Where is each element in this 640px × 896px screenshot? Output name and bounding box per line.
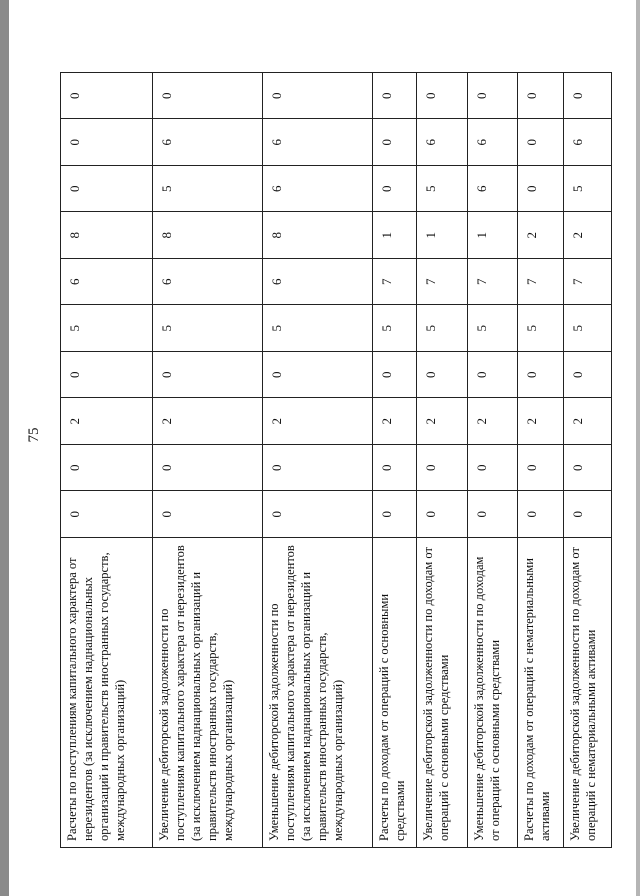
code-cell: 0 [372, 166, 417, 213]
code-cell: 0 [262, 445, 372, 492]
code-cell: 6 [61, 259, 153, 306]
code-cell: 7 [563, 259, 611, 306]
code-cell: 6 [262, 259, 372, 306]
code-cell: 0 [61, 352, 153, 399]
code-cell: 5 [417, 305, 467, 352]
code-cell: 2 [467, 398, 517, 445]
code-cell: 0 [372, 119, 417, 166]
code-cell: 6 [467, 119, 517, 166]
code-cell: 0 [152, 491, 262, 538]
code-cell: 2 [262, 398, 372, 445]
code-cell: 6 [467, 166, 517, 213]
table-row [467, 73, 517, 848]
account-table [60, 72, 612, 848]
code-cell: 5 [563, 305, 611, 352]
row-label: Расчеты по поступлениям капитального характера от нерезидентов (за исключением наднациональных организаций и правительств иностранных государств, международных организаций) [61, 538, 153, 848]
code-cell: 5 [372, 305, 417, 352]
code-cell: 7 [372, 259, 417, 306]
code-cell: 0 [372, 352, 417, 399]
code-cell: 0 [518, 491, 564, 538]
code-cell: 0 [262, 491, 372, 538]
code-cell: 0 [372, 445, 417, 492]
code-cell: 7 [518, 259, 564, 306]
table-row [372, 73, 417, 848]
code-cell: 0 [152, 352, 262, 399]
code-cell: 2 [61, 398, 153, 445]
code-cell: 6 [262, 166, 372, 213]
code-cell: 0 [372, 491, 417, 538]
code-cell: 0 [61, 445, 153, 492]
code-cell: 8 [61, 212, 153, 259]
code-cell: 5 [152, 166, 262, 213]
table-row [563, 73, 611, 848]
rotated-table-area [60, 72, 612, 848]
code-cell: 6 [152, 119, 262, 166]
code-cell: 0 [61, 73, 153, 120]
page-edge-left [0, 0, 9, 896]
code-cell: 5 [467, 305, 517, 352]
code-cell: 0 [467, 73, 517, 120]
code-cell: 1 [417, 212, 467, 259]
table-frame [60, 72, 612, 848]
table-row [417, 73, 467, 848]
code-cell: 2 [563, 212, 611, 259]
code-cell: 0 [518, 166, 564, 213]
code-cell: 8 [262, 212, 372, 259]
code-cell: 0 [518, 352, 564, 399]
code-cell: 7 [467, 259, 517, 306]
row-label: Уменьшение дебиторской задолженности по доходам от операций с основными средствами [467, 538, 517, 848]
code-cell: 0 [61, 166, 153, 213]
code-cell: 0 [417, 352, 467, 399]
code-cell: 5 [417, 166, 467, 213]
table-row [518, 73, 564, 848]
code-cell: 2 [518, 398, 564, 445]
table-row [61, 73, 153, 848]
page-number: 75 [26, 427, 42, 443]
code-cell: 8 [152, 212, 262, 259]
code-cell: 7 [417, 259, 467, 306]
code-cell: 0 [467, 445, 517, 492]
code-cell: 2 [372, 398, 417, 445]
code-cell: 5 [152, 305, 262, 352]
code-cell: 0 [563, 491, 611, 538]
code-cell: 0 [518, 445, 564, 492]
code-cell: 0 [563, 73, 611, 120]
code-cell: 0 [563, 352, 611, 399]
code-cell: 2 [563, 398, 611, 445]
code-cell: 5 [61, 305, 153, 352]
code-cell: 0 [563, 445, 611, 492]
code-cell: 0 [262, 73, 372, 120]
code-cell: 2 [518, 212, 564, 259]
row-label: Увеличение дебиторской задолженности по доходам от операций с основными средствами [417, 538, 467, 848]
table-row [152, 73, 262, 848]
code-cell: 6 [417, 119, 467, 166]
code-cell: 0 [152, 445, 262, 492]
code-cell: 1 [467, 212, 517, 259]
code-cell: 5 [262, 305, 372, 352]
code-cell: 1 [372, 212, 417, 259]
code-cell: 0 [152, 73, 262, 120]
code-cell: 0 [417, 491, 467, 538]
code-cell: 0 [518, 73, 564, 120]
code-cell: 0 [467, 491, 517, 538]
code-cell: 5 [518, 305, 564, 352]
code-cell: 0 [61, 491, 153, 538]
row-label: Увеличение дебиторской задолженности по доходам от операций с нематериальными активами [563, 538, 611, 848]
code-cell: 0 [417, 73, 467, 120]
code-cell: 2 [417, 398, 467, 445]
row-label: Расчеты по доходам от операций с нематериальными активами [518, 538, 564, 848]
row-label: Увеличение дебиторской задолженности по поступлениям капитального характера от нерезидентов (за исключением наднациональных организаций и правительств иностранных государств, международных организаций) [152, 538, 262, 848]
code-cell: 0 [61, 119, 153, 166]
code-cell: 0 [467, 352, 517, 399]
code-cell: 0 [372, 73, 417, 120]
code-cell: 6 [152, 259, 262, 306]
row-label: Уменьшение дебиторской задолженности по поступлениям капитального характера от нерезидентов (за исключением наднациональных организаций и правительств иностранных государств, международных организаций) [262, 538, 372, 848]
table-row [262, 73, 372, 848]
page-edge-right [636, 0, 640, 896]
code-cell: 6 [563, 119, 611, 166]
row-label: Расчеты по доходам от операций с основными средствами [372, 538, 417, 848]
code-cell: 0 [262, 352, 372, 399]
code-cell: 0 [417, 445, 467, 492]
code-cell: 6 [262, 119, 372, 166]
code-cell: 5 [563, 166, 611, 213]
code-cell: 2 [152, 398, 262, 445]
code-cell: 0 [518, 119, 564, 166]
